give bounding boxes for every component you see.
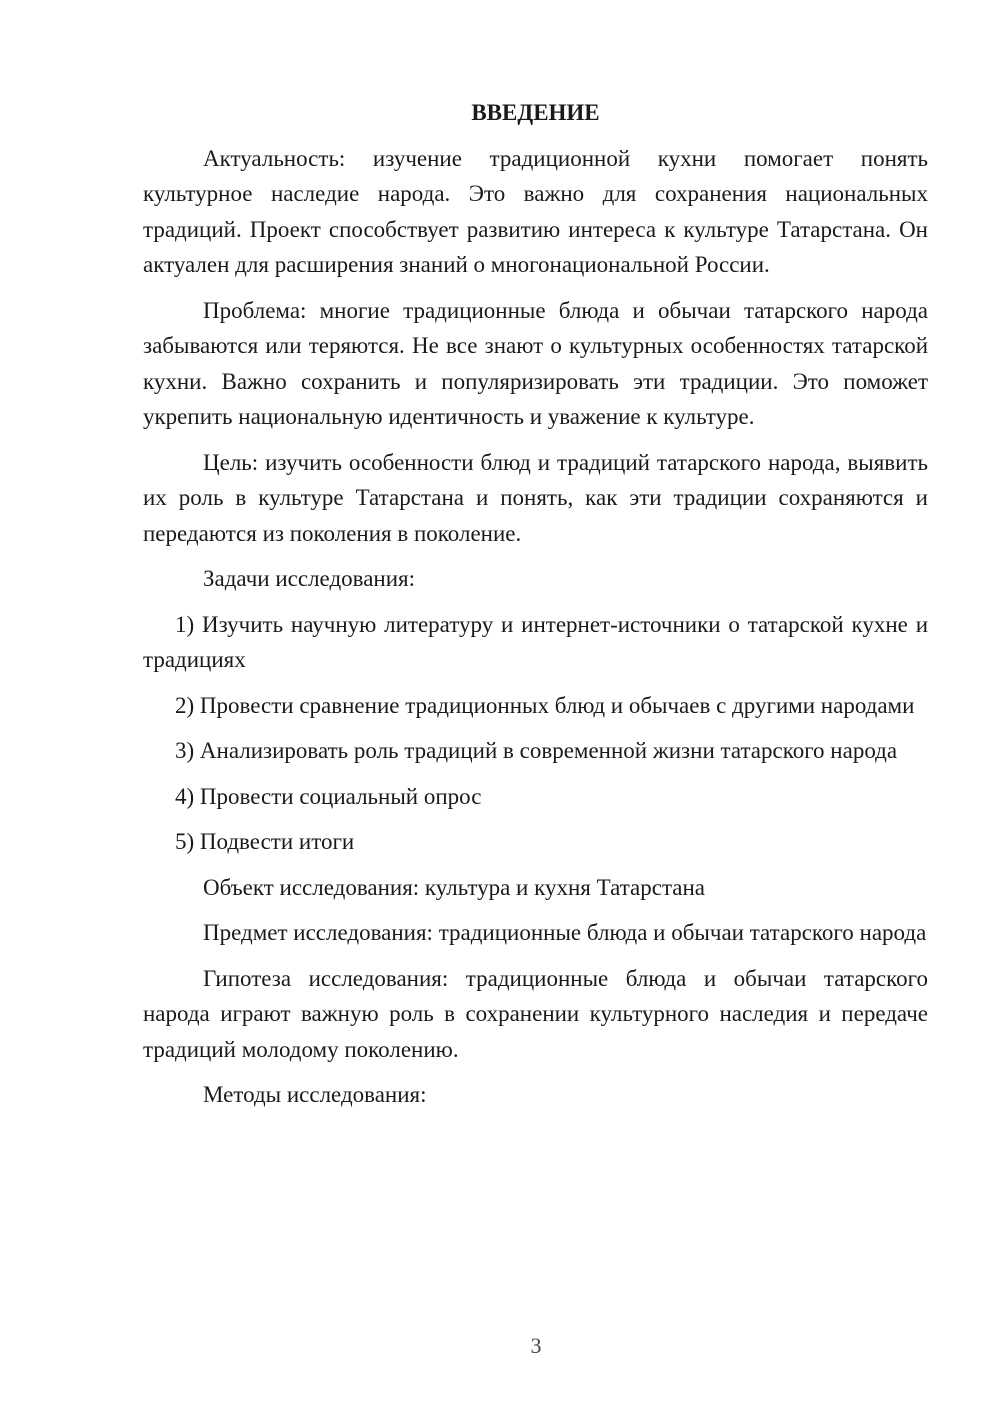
subject-paragraph: Предмет исследования: традиционные блюда и обычаи татарского народа xyxy=(203,920,927,945)
task-item: 1) Изучить научную литературу и интернет-источники о татарской кухне и традициях xyxy=(143,611,928,672)
hypothesis-paragraph: Гипотеза исследования: традиционные блюда и обычаи татарского народа играют важную роль в сохранении культурного наследия и передаче традиций молодому поколению. xyxy=(143,965,928,1062)
task-item: 4) Провести социальный опрос xyxy=(175,783,482,809)
task-item: 5) Подвести итоги xyxy=(175,829,355,854)
object-paragraph: Объект исследования: культура и кухня Татарстана xyxy=(203,874,706,900)
methods-heading: Методы исследования: xyxy=(203,1082,427,1107)
task-item: 3) Анализировать роль традиций в современной жизни татарского народа xyxy=(175,738,898,763)
problem-paragraph: Проблема: многие традиционные блюда и обычаи татарского народа забываются или теряются. Не все знают о культурных особенностях татарской кухни. Важно сохранить и популяризировать эти традиции. Это поможет укрепить национальную идентичность и уважение к культуре. xyxy=(143,297,928,429)
page-number: 3 xyxy=(530,1333,542,1358)
goal-paragraph: Цель: изучить особенности блюд и традиций татарского народа, выявить их роль в культуре Татарстана и понять, как эти традиции сохраняются и передаются из поколения в поколение. xyxy=(143,449,928,546)
relevance-paragraph: Актуальность: изучение традиционной кухни помогает понять культурное наследие народа. Это важно для сохранения национальных традиций. Проект способствует развитию интереса к культуре Татарстана. Он актуален для расширения знаний о многонациональной России. xyxy=(143,145,928,277)
task-item: 2) Провести сравнение традиционных блюд и обычаев с другими народами xyxy=(175,692,915,718)
tasks-heading: Задачи исследования: xyxy=(203,566,416,591)
page-title: ВВЕДЕНИЕ xyxy=(471,100,600,125)
document-page xyxy=(143,95,928,1123)
